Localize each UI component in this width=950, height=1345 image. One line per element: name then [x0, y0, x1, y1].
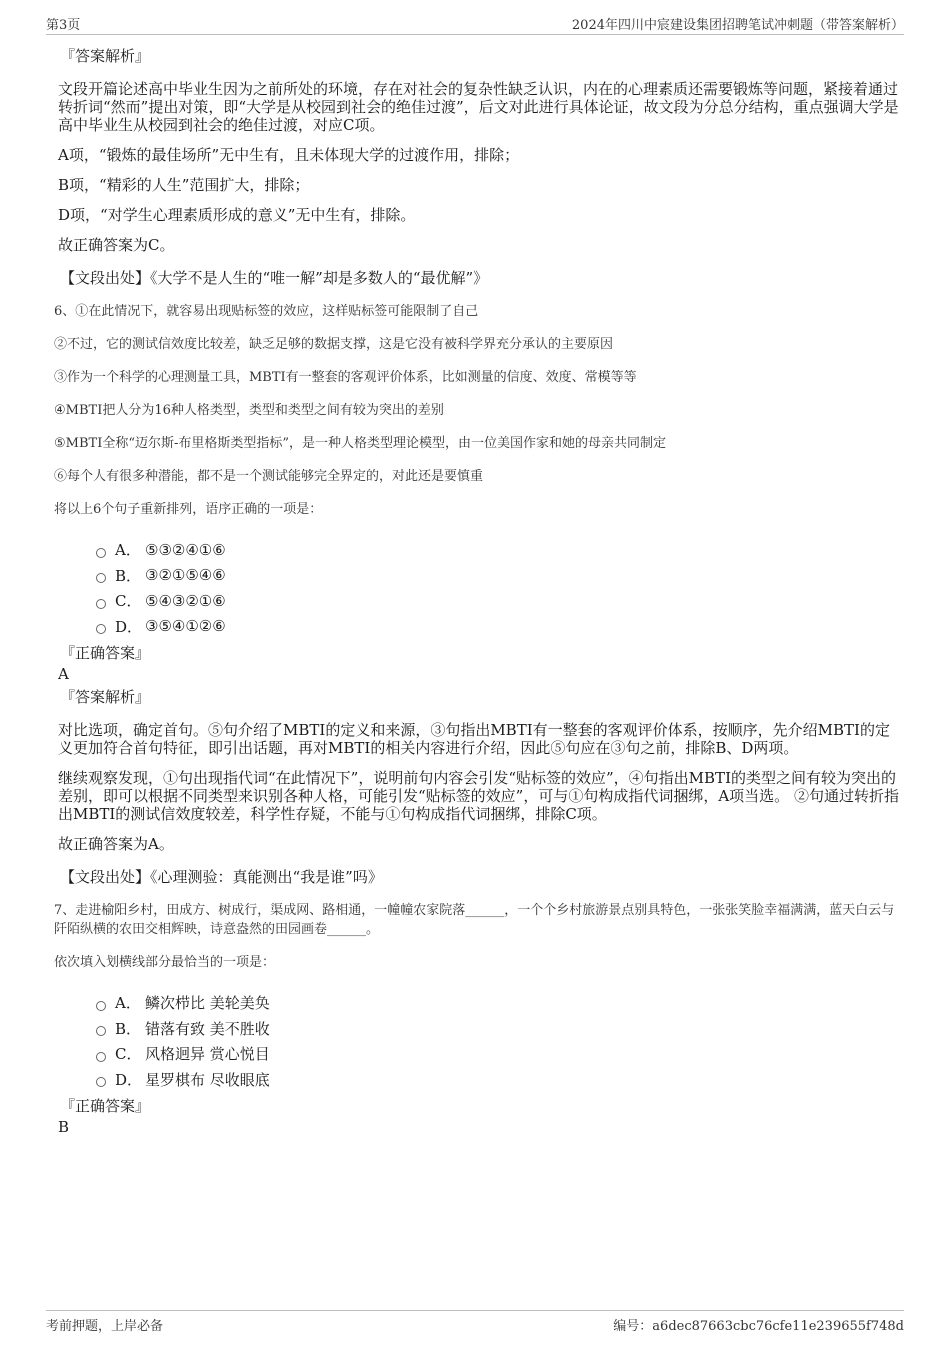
- option-letter: A．: [115, 541, 141, 560]
- option-b[interactable]: [96, 563, 904, 589]
- footer-slogan: 考前押题，上岸必备: [46, 1319, 164, 1334]
- analysis-paragraph: 文段开篇论述高中毕业生因为之前所处的环境，存在对社会的复杂性缺乏认识，内在的心理素质还需要锻炼等问题，紧接着通过转折词“然而”提出对策，即“大学是从校园到社会的绝佳过渡”，后文对此进行具体论证，故文段为分总分结构，重点强调大学是高中毕业生从校园到社会的绝佳过渡，对应C项。: [58, 80, 899, 134]
- option-a[interactable]: [96, 537, 904, 563]
- correct-answer-label: 『正确答案』: [60, 644, 151, 662]
- correct-answer-label: 『正确答案』: [60, 1097, 151, 1115]
- question-6-sentence: ④MBTI把人分为16种人格类型，类型和类型之间有较为突出的差别: [54, 403, 444, 418]
- radio-icon[interactable]: [96, 1052, 106, 1062]
- option-text: 星罗棋布 尽收眼底: [145, 1070, 270, 1089]
- option-text: ③②①⑤④⑥: [145, 566, 226, 585]
- answer-analysis-label: 『答案解析』: [60, 688, 151, 706]
- option-letter: D．: [115, 1070, 143, 1089]
- question-6-sentence: ③作为一个科学的心理测量工具，MBTI有一整套的客观评价体系，比如测量的信度、效度、常模等等: [54, 370, 637, 385]
- analysis-paragraph: 故正确答案为C。: [58, 236, 175, 254]
- analysis-paragraph: 继续观察发现，①句出现指代词“在此情况下”，说明前句内容会引发“贴标签的效应”，④句指出MBTI的类型之间有较为突出的差别，即可以根据不同类型来识别各种人格，可能引发“贴标签的效应”，可与①句构成指代词捆绑，A项当选。 ②句通过转折指出MBTI的测试信效度较差，科学性存疑，不能与①句构成指代词捆绑，排除C项。: [58, 769, 899, 823]
- question-7-options: [96, 990, 904, 1092]
- question-6-options: [96, 537, 904, 639]
- question-6-sentence: ②不过，它的测试信效度比较差，缺乏足够的数据支撑，这是它没有被科学界充分承认的主要原因: [54, 337, 614, 352]
- question-7-stem: 7、走进榆阳乡村，田成方、树成行，渠成网、路相通，一幢幢农家院落______，一个个乡村旅游景点别具特色，一张张笑脸幸福满满，蓝天白云与阡陌纵横的农田交相辉映，诗意盎然的田园画卷______。: [54, 903, 895, 937]
- question-6-sentence: 6、①在此情况下，就容易出现贴标签的效应，这样贴标签可能限制了自己: [54, 304, 479, 319]
- analysis-paragraph: A项，“锻炼的最佳场所”无中生有，且未体现大学的过渡作用，排除；: [58, 146, 520, 164]
- document-code: 编号：a6dec87663cbc76cfe11e239655f748d: [613, 1319, 904, 1334]
- correct-answer-value: A: [58, 665, 69, 683]
- option-letter: D．: [115, 617, 143, 636]
- radio-icon[interactable]: [96, 624, 106, 634]
- option-text: 错落有致 美不胜收: [145, 1019, 270, 1038]
- analysis-paragraph: B项，“精彩的人生”范围扩大，排除；: [58, 176, 310, 194]
- radio-icon[interactable]: [96, 599, 106, 609]
- page-content: [56, 44, 904, 1136]
- option-letter: B．: [115, 1019, 142, 1038]
- option-d[interactable]: [96, 614, 904, 640]
- passage-source: 【文段出处】《大学不是人生的“唯一解”却是多数人的“最优解”》: [60, 269, 489, 287]
- page-number: 第3页: [46, 18, 81, 33]
- option-letter: B．: [115, 566, 142, 585]
- radio-icon[interactable]: [96, 1077, 106, 1087]
- option-c[interactable]: [96, 1041, 904, 1067]
- answer-analysis-label: 『答案解析』: [60, 47, 151, 65]
- question-6-prompt: 将以上6个句子重新排列，语序正确的一项是：: [54, 502, 323, 517]
- page-header: [46, 12, 904, 35]
- option-letter: C．: [115, 592, 142, 611]
- option-text: 鳞次栉比 美轮美奂: [145, 994, 270, 1013]
- document-title: 2024年四川中宸建设集团招聘笔试冲刺题（带答案解析）: [571, 18, 904, 33]
- option-text: ③⑤④①②⑥: [145, 617, 226, 636]
- option-text: ⑤④③②①⑥: [145, 591, 226, 610]
- question-7-prompt: 依次填入划横线部分最恰当的一项是：: [54, 955, 276, 970]
- option-a[interactable]: [96, 990, 904, 1016]
- passage-source: 【文段出处】《心理测验：真能测出“我是谁”吗》: [60, 868, 383, 886]
- radio-icon[interactable]: [96, 1001, 106, 1011]
- analysis-paragraph: D项，“对学生心理素质形成的意义”无中生有，排除。: [58, 206, 416, 224]
- analysis-paragraph: 故正确答案为A。: [58, 835, 174, 853]
- option-text: 风格迥异 赏心悦目: [145, 1045, 270, 1064]
- question-6-sentence: ⑤MBTI全称“迈尔斯-布里格斯类型指标”，是一种人格类型理论模型，由一位美国作家和她的母亲共同制定: [54, 436, 667, 451]
- option-letter: C．: [115, 1045, 142, 1064]
- option-letter: A．: [115, 994, 141, 1013]
- radio-icon[interactable]: [96, 1026, 106, 1036]
- correct-answer-value: B: [58, 1118, 70, 1136]
- radio-icon[interactable]: [96, 548, 106, 558]
- page-footer: [46, 1310, 904, 1335]
- option-text: ⑤③②④①⑥: [145, 540, 226, 559]
- analysis-paragraph: 对比选项，确定首句。⑤句介绍了MBTI的定义和来源，③句指出MBTI有一整套的客观评价体系，按顺序，先介绍MBTI的定义更加符合首句特征，即引出话题，再对MBTI的相关内容进行介绍，因此⑤句应在③句之前，排除B、D两项。: [58, 721, 890, 757]
- option-d[interactable]: [96, 1067, 904, 1093]
- option-b[interactable]: [96, 1016, 904, 1042]
- option-c[interactable]: [96, 588, 904, 614]
- radio-icon[interactable]: [96, 573, 106, 583]
- question-6-sentence: ⑥每个人有很多种潜能，都不是一个测试能够完全界定的，对此还是要慎重: [54, 469, 484, 484]
